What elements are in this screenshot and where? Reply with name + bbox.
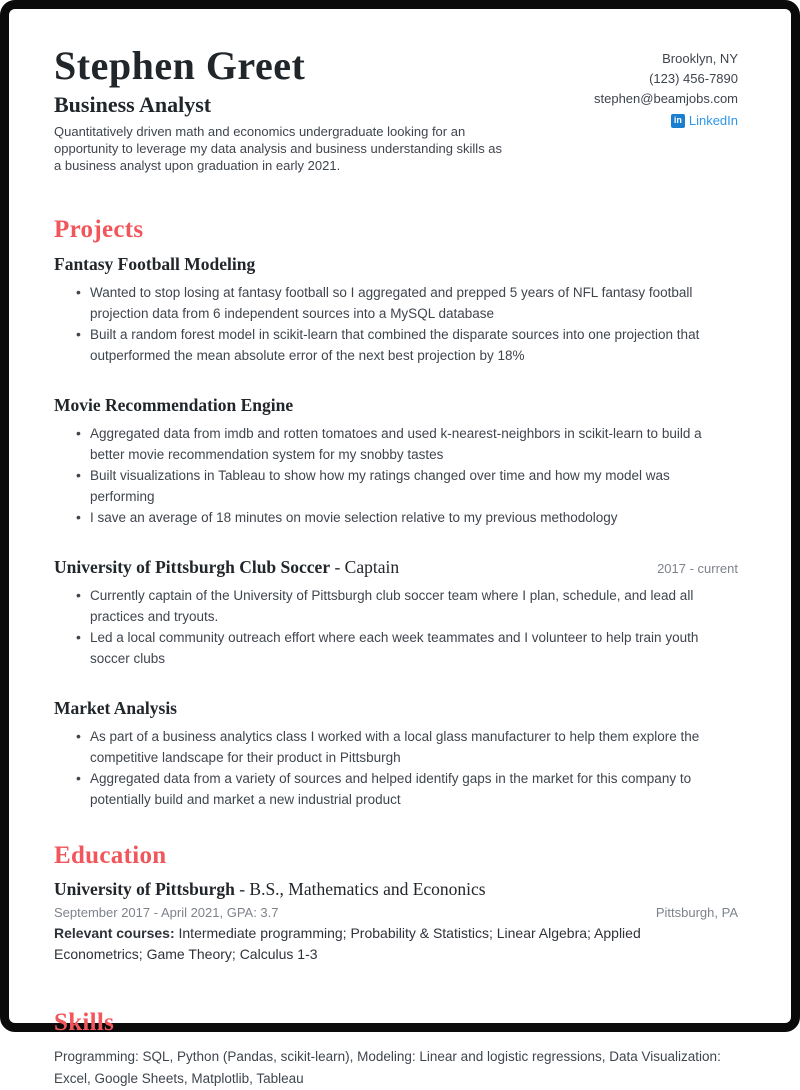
linkedin-icon: in: [671, 114, 685, 128]
project-entry-movie-recommendation: [54, 395, 738, 528]
resume-content: [9, 9, 791, 1090]
candidate-name: Stephen Greet: [54, 43, 306, 88]
education-location: Pittsburgh, PA: [655, 905, 738, 921]
resume-header: [54, 45, 738, 174]
entry-title-line: [54, 698, 177, 719]
entry-header: [54, 557, 738, 578]
entry-title: Movie Recommendation Engine: [54, 394, 294, 415]
section-heading-projects: Projects: [54, 216, 144, 244]
education-courses-text: Intermediate programming; Probability & Statistics; Linear Algebra; Applied Econometrics; Game Theory; Calculus 1-3: [54, 925, 641, 963]
entry-bullet-list: [54, 282, 738, 366]
education-school-line: [54, 879, 738, 900]
education-courses: [54, 923, 694, 965]
header-identity: [54, 45, 506, 174]
candidate-summary: Quantitatively driven math and economics undergraduate looking for an opportunity to leverage my data analysis and business understanding skills as a business analyst upon graduation in early 2021.: [54, 124, 503, 174]
entry-title: Fantasy Football Modeling: [54, 253, 256, 274]
contact-location: Brooklyn, NY: [662, 51, 738, 66]
entry-title-line: [54, 395, 293, 416]
entry-header: [54, 395, 738, 416]
section-heading-skills: Skills: [54, 1009, 115, 1037]
contact-email: stephen@beamjobs.com: [594, 91, 738, 106]
entry-header: [54, 698, 738, 719]
contact-linkedin-row: [594, 109, 738, 131]
entry-bullet-list: [54, 423, 738, 528]
entry-bullet-list: [54, 726, 738, 810]
entry-bullet-list: [54, 585, 738, 669]
entry-header: [54, 254, 738, 275]
education-school: University of Pittsburgh: [54, 879, 235, 900]
entry-title-line: [54, 557, 399, 578]
entry-suffix: - Captain: [330, 556, 400, 577]
bullet-item: • I save an average of 18 minutes on movie selection relative to my previous methodology: [54, 507, 738, 528]
candidate-job-title: Business Analyst: [54, 92, 212, 117]
linkedin-label: LinkedIn: [688, 112, 738, 128]
project-entry-market-analysis: [54, 698, 738, 810]
bullet-item: • Currently captain of the University of Pittsburgh club soccer team where I plan, schedule, and lead all practices and tryouts.: [54, 585, 738, 627]
skills-text: Programming: SQL, Python (Pandas, scikit-learn), Modeling: Linear and logistic regressions, Data Visualization: Excel, Google Sheets, Matplotlib, Tableau: [54, 1048, 721, 1086]
entry-title-line: [54, 254, 255, 275]
entry-title: Market Analysis: [54, 697, 177, 718]
education-courses-label: Relevant courses:: [54, 925, 175, 942]
project-entry-club-soccer: [54, 557, 738, 669]
bullet-item: • Aggregated data from a variety of sources and helped identify gaps in the market for this company to potentially build and market a new industrial product: [54, 768, 738, 810]
education-degree: - B.S., Mathematics and Econonics: [234, 879, 486, 900]
section-heading-education: Education: [54, 841, 167, 869]
bullet-item: • Wanted to stop losing at fantasy football so I aggregated and prepped 5 years of NFL fantasy football projection data from 6 independent sources into a MySQL database: [54, 282, 738, 324]
bullet-item: • Led a local community outreach effort where each week teammates and I volunteer to help train youth soccer clubs: [54, 627, 738, 669]
contact-block: [594, 45, 738, 174]
bullet-item: • As part of a business analytics class I worked with a local glass manufacturer to help them explore the competitive landscape for their product in Pittsburgh: [54, 726, 738, 768]
education-dates-gpa: September 2017 - April 2021, GPA: 3.7: [54, 905, 279, 921]
linkedin-link[interactable]: [671, 111, 738, 131]
bullet-item: • Built a random forest model in scikit-learn that combined the disparate sources into one projection that outperformed the mean absolute error of the next best projection by 18%: [54, 324, 738, 366]
bullet-item: • Built visualizations in Tableau to show how my ratings changed over time and how my model was performing: [54, 465, 738, 507]
entry-date: 2017 - current: [657, 560, 738, 576]
education-meta-row: [54, 905, 738, 920]
bullet-item: • Aggregated data from imdb and rotten tomatoes and used k-nearest-neighbors in scikit-learn to build a better movie recommendation system for my snobby tastes: [54, 423, 738, 465]
contact-phone: (123) 456-7890: [649, 71, 738, 86]
project-entry-fantasy-football: [54, 254, 738, 366]
entry-title: University of Pittsburgh Club Soccer: [54, 556, 331, 577]
